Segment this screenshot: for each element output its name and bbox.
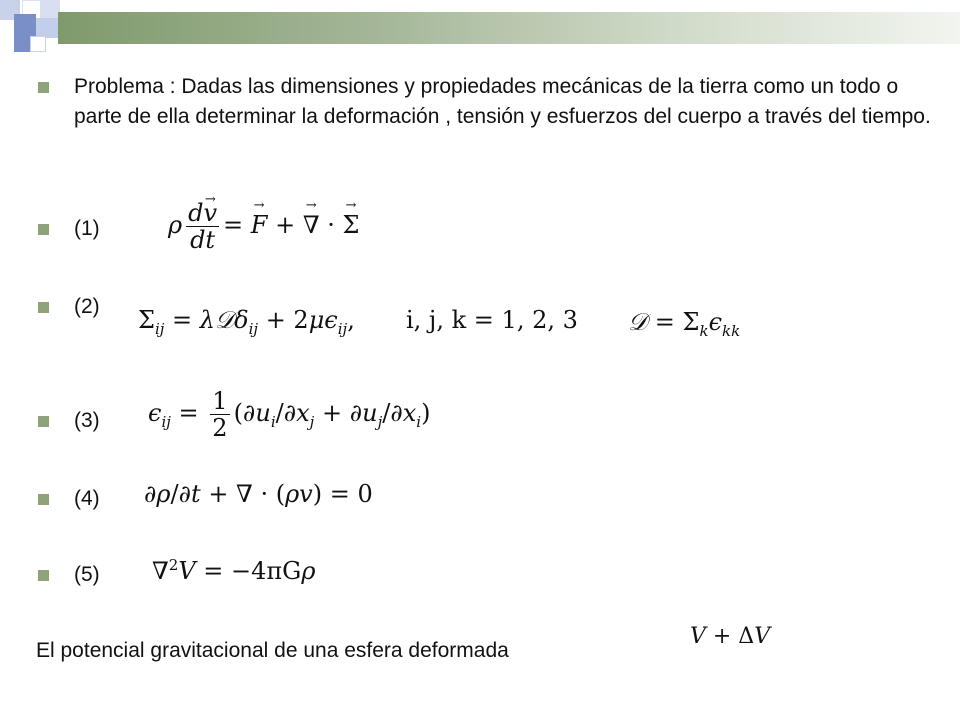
header-bar — [58, 12, 960, 44]
equation-number: (2) — [74, 295, 100, 318]
equation-2-indices: i, j, k = 1, 2, 3 — [406, 306, 578, 334]
footer-text: El potencial gravitacional de una esfera deformada — [36, 639, 509, 662]
bullet-icon — [38, 302, 49, 313]
header-square — [40, 0, 60, 20]
bullet-icon — [38, 570, 49, 581]
equation-2-definition: 𝒟 = $\Sigma_k\epsilon_{kk}$ — [628, 308, 741, 340]
equation-number: (5) — [74, 563, 100, 586]
header-square — [36, 18, 58, 38]
equation-2: $\Sigma_{ij}$ = λ𝒟δ$_{ij}$ + $2\mu\epsilon_{ij}$, — [138, 306, 355, 338]
bullet-icon — [38, 416, 49, 427]
equation-6: V + ΔV — [690, 624, 771, 649]
problem-text: Problema : Dadas las dimensiones y propiedades mecánicas de la tierra como un todo o parte de ella determinar la deformación , tensión y esfuerzos del cuerpo a través del tiempo. — [74, 75, 931, 128]
header-square — [30, 36, 46, 52]
bullet-icon — [38, 494, 49, 505]
bullet-icon — [38, 82, 49, 93]
equation-number: (1) — [74, 217, 100, 240]
equation-number: (3) — [74, 409, 100, 432]
equation-4: ∂ρ/∂t + ∇ · (ρv) = 0 — [144, 480, 373, 508]
equation-number: (4) — [74, 487, 100, 510]
bullet-icon — [38, 224, 49, 235]
equation-1: ρ $\frac{dv \to}{dt}$ = F → + ∇ → · Σ → — [168, 200, 359, 253]
equation-5: ∇$^2$V = −4πGρ — [152, 556, 316, 585]
equation-3: $\epsilon_{ij}$ = $\frac{1}{2}$ $(\partial u_i/\partial x_j + \partial u_j/\partial x_i)$ — [148, 387, 431, 442]
